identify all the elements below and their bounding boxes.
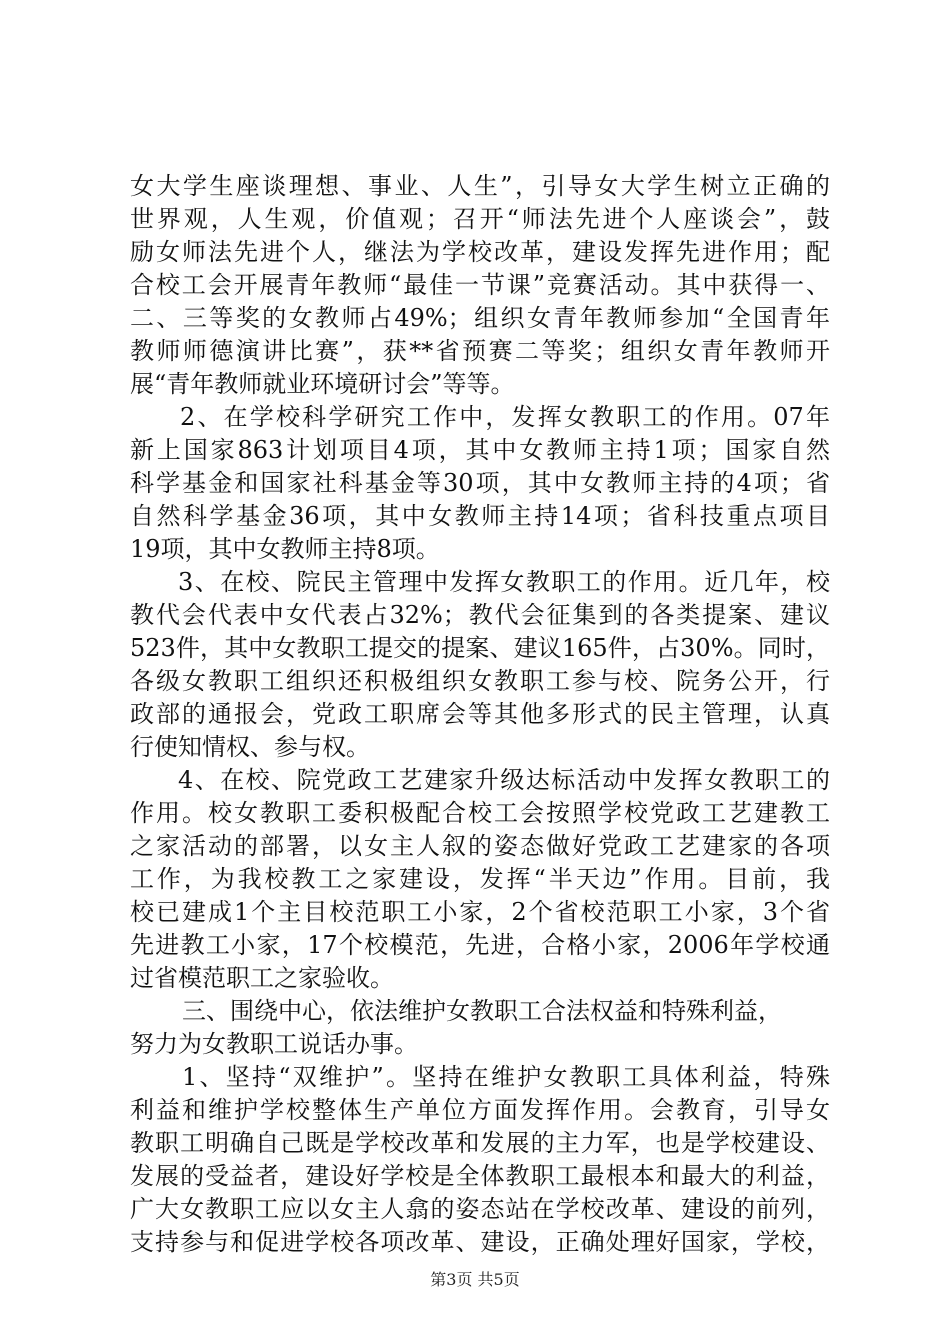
text-line: 政部的通报会，党政工职席会等其他多形式的民主管理，认真: [130, 700, 830, 728]
text-line: 合校工会开展青年教师“最佳一节课”竞赛活动。其中获得一、: [130, 271, 830, 299]
text-line: 过省模范职工之家验收。: [130, 964, 394, 992]
text-line: 先进教工小家，17个校模范，先进，合格小家，2006年学校通: [130, 931, 830, 959]
text-line: 支持参与和促进学校各项改革、建设，正确处理好国家，学校，: [130, 1228, 830, 1256]
page-footer: [0, 1270, 950, 1290]
text-line: 努力为女教职工说话办事。: [130, 1030, 418, 1058]
text-line: 工作，为我校教工之家建设，发挥“半天边”作用。目前，我: [130, 865, 830, 893]
text-line: 新上国家863计划项目4项，其中女教师主持1项；国家自然: [130, 436, 830, 464]
text-line: 各级女教职工组织还积极组织女教职工参与校、院务公开，行: [130, 667, 830, 695]
text-line: 自然科学基金36项，其中女教师主持14项；省科技重点项目: [130, 502, 830, 530]
text-line: 作用。校女教职工委积极配合校工会按照学校党政工艺建教工: [130, 799, 830, 827]
text-line: 二、三等奖的女教师占49%；组织女青年教师参加“全国青年: [130, 304, 830, 332]
text-line: 教职工明确自己既是学校改革和发展的主力军，也是学校建设、: [130, 1129, 830, 1157]
text-line: 行使知情权、参与权。: [130, 733, 370, 761]
text-line: 之家活动的部署，以女主人叙的姿态做好党政工艺建家的各项: [130, 832, 830, 860]
text-line: 女大学生座谈理想、事业、人生”，引导女大学生树立正确的: [130, 172, 830, 200]
text-line: 19项，其中女教师主持8项。: [130, 535, 440, 563]
text-line: 2、在学校科学研究工作中，发挥女教职工的作用。07年: [180, 403, 830, 431]
text-line: 1、坚持“双维护”。坚持在维护女教职工具体利益，特殊: [182, 1063, 830, 1091]
page-number-label: 第3页 共5页: [430, 1270, 520, 1289]
text-line: 展“青年教师就业环境研讨会”等等。: [130, 370, 515, 398]
document-body: [130, 170, 830, 1259]
text-line: 523件，其中女教职工提交的提案、建议165件，占30%。同时，: [130, 634, 830, 662]
text-line: 教代会代表中女代表占32%；教代会征集到的各类提案、建议: [130, 601, 830, 629]
text-line: 发展的受益者，建设好学校是全体教职工最根本和最大的利益，: [130, 1162, 830, 1190]
text-line: 科学基金和国家社科基金等30项，其中女教师主持的4项；省: [130, 469, 830, 497]
text-line: 利益和维护学校整体生产单位方面发挥作用。会教育，引导女: [130, 1096, 830, 1124]
text-line: 4、在校、院党政工艺建家升级达标活动中发挥女教职工的: [178, 766, 830, 794]
text-line: 教师师德演讲比赛”，获**省预赛二等奖；组织女青年教师开: [130, 337, 830, 365]
text-line: 励女师法先进个人，继法为学校改革，建设发挥先进作用；配: [130, 238, 830, 266]
text-line: 3、在校、院民主管理中发挥女教职工的作用。近几年，校: [178, 568, 830, 596]
text-line: 三、围绕中心，依法维护女教职工合法权益和特殊利益，: [182, 997, 782, 1025]
text-line: 世界观，人生观，价值观；召开“师法先进个人座谈会”，鼓: [130, 205, 830, 233]
text-line: 广大女教职工应以女主人翕的姿态站在学校改革、建设的前列，: [130, 1195, 830, 1223]
text-line: 校已建成1个主目校范职工小家，2个省校范职工小家，3个省: [130, 898, 830, 926]
